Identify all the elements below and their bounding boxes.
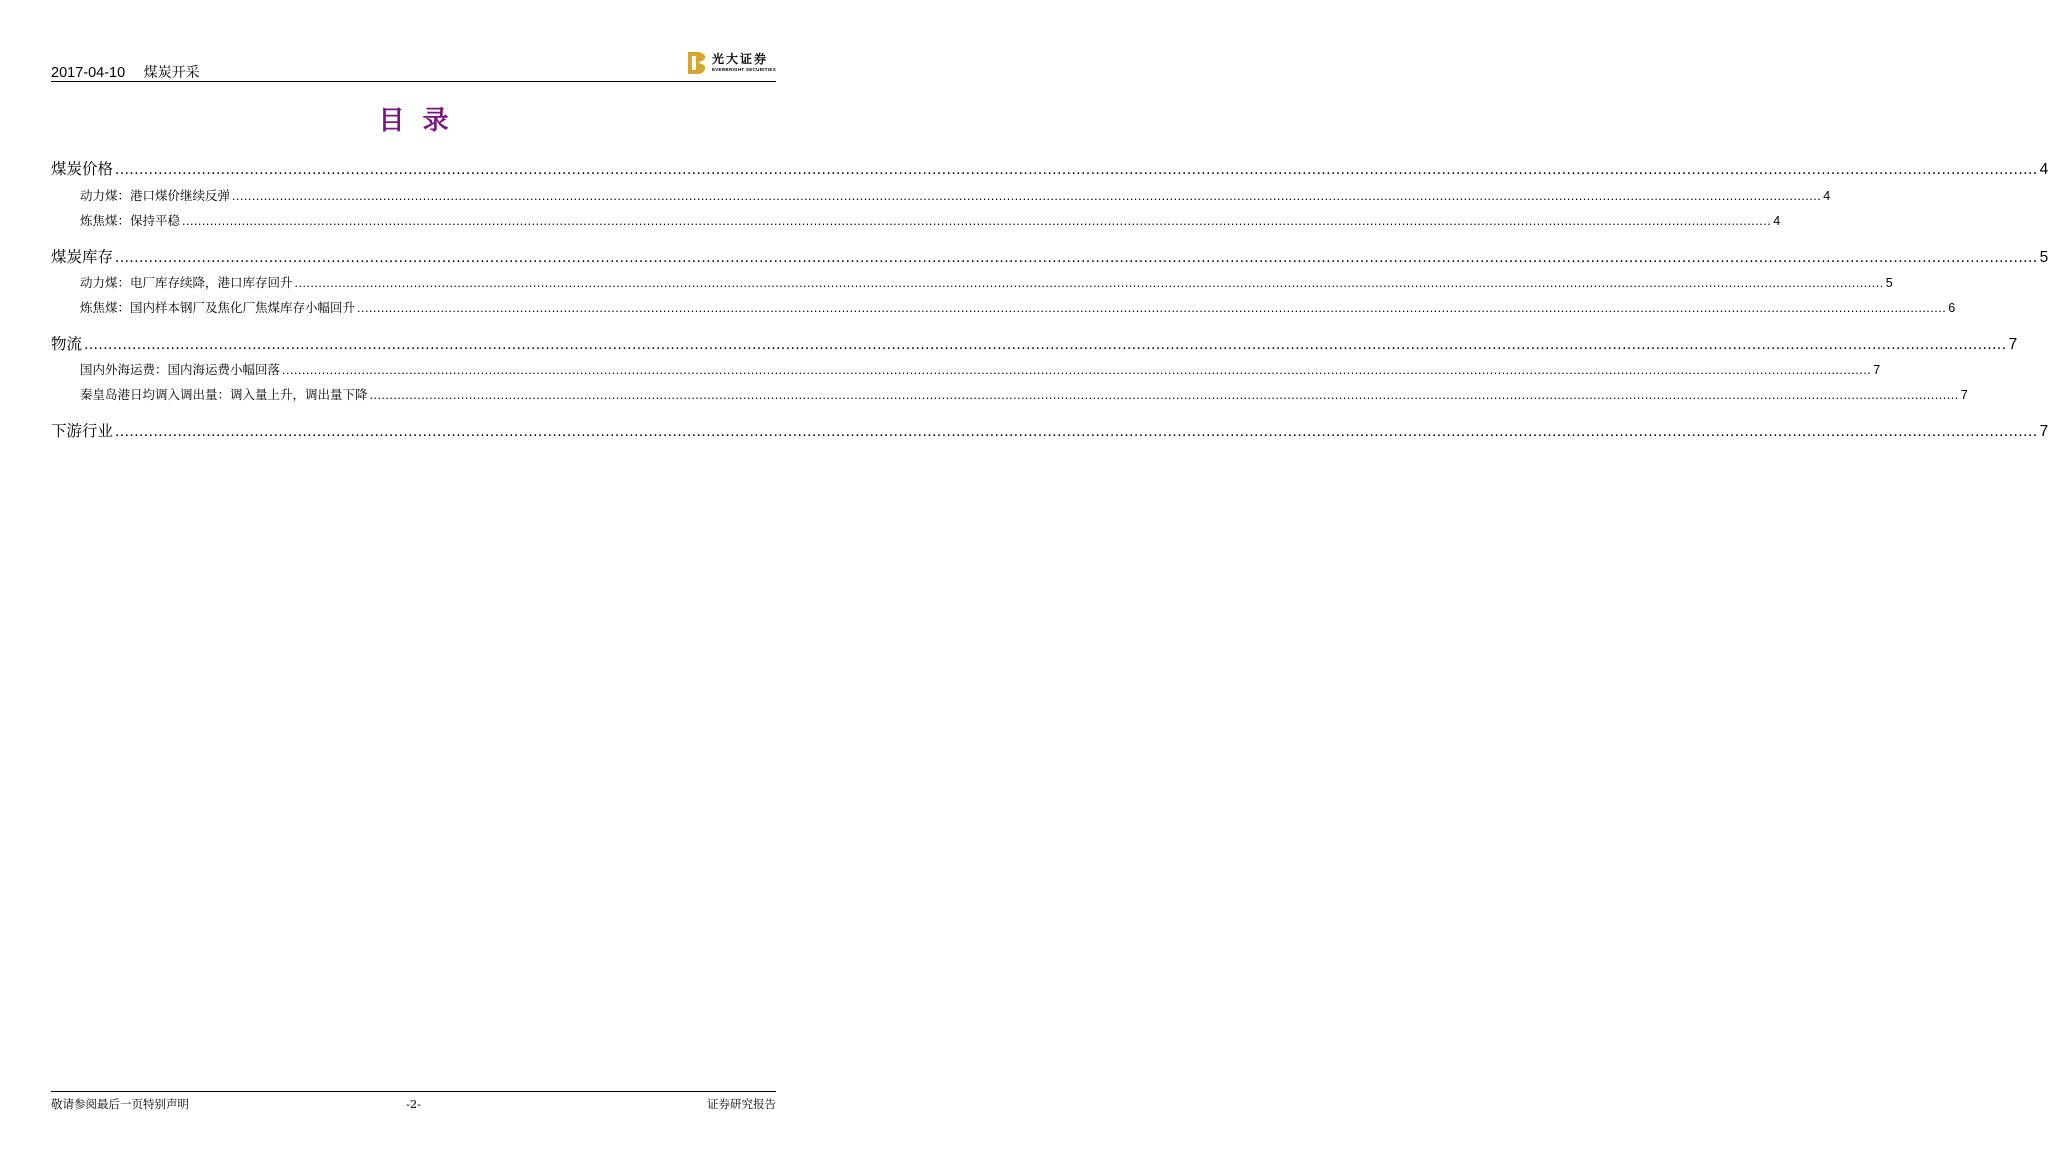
- everbright-logo-icon: [688, 52, 706, 74]
- toc-entry-label: 煤炭库存: [51, 248, 114, 266]
- toc-dot-leader: ................................................................................................................................................................................................................................................................................................................................................................................................................: [115, 423, 2038, 440]
- report-sector: 煤炭开采: [143, 65, 200, 81]
- toc-dot-leader: ................................................................................................................................................................................................................................................................................................................................................................................................................: [282, 363, 1872, 377]
- logo-english-name: EVERBRIGHT SECURITIES: [711, 67, 776, 72]
- toc-entry-page: 5: [2039, 249, 2048, 266]
- toc-entry-page: 7: [2039, 423, 2048, 440]
- footer-divider: [51, 1091, 776, 1092]
- toc-entry-page: 7: [2008, 336, 2018, 353]
- toc-subsection-entry[interactable]: [80, 186, 1831, 204]
- toc-entry-label: 国内外海运费：国内海运费小幅回落: [80, 362, 281, 377]
- toc-subsection-entry[interactable]: [80, 298, 1956, 316]
- logo-chinese-name: 光大证券: [711, 52, 768, 66]
- toc-entry-page: 4: [1823, 189, 1831, 203]
- toc-entry-page: 4: [2039, 161, 2048, 178]
- header-divider: [51, 81, 776, 82]
- toc-dot-leader: ................................................................................................................................................................................................................................................................................................................................................................................................................: [182, 214, 1772, 228]
- toc-entry-label: 下游行业: [51, 422, 114, 440]
- toc-entry-page: 7: [1960, 388, 1968, 402]
- toc-dot-leader: ................................................................................................................................................................................................................................................................................................................................................................................................................: [115, 161, 2038, 178]
- toc-entry-label: 炼焦煤：国内样本钢厂及焦化厂焦煤库存小幅回升: [80, 300, 356, 315]
- toc-entry-label: 动力煤：港口煤价继续反弹: [80, 188, 231, 203]
- everbright-logo: [688, 52, 776, 78]
- toc-section-entry[interactable]: [51, 157, 2048, 179]
- toc-subsection-entry[interactable]: [80, 360, 1881, 378]
- footer-page-number: -2-: [405, 1097, 422, 1111]
- header-info: [51, 64, 200, 82]
- toc-dot-leader: ................................................................................................................................................................................................................................................................................................................................................................................................................: [232, 189, 1822, 203]
- toc-section-entry[interactable]: [51, 419, 2048, 441]
- toc-dot-leader: ................................................................................................................................................................................................................................................................................................................................................................................................................: [115, 249, 2038, 266]
- report-date: 2017-04-10: [51, 65, 126, 81]
- toc-entry-label: 动力煤：电厂库存续降，港口库存回升: [80, 275, 293, 290]
- toc-dot-leader: ................................................................................................................................................................................................................................................................................................................................................................................................................: [357, 301, 1947, 315]
- toc-entry-label: 物流: [51, 335, 83, 353]
- toc-subsection-entry[interactable]: [80, 385, 1968, 403]
- toc-entry-page: 4: [1773, 214, 1781, 228]
- toc-entry-label: 煤炭价格: [51, 160, 114, 178]
- toc-dot-leader: ................................................................................................................................................................................................................................................................................................................................................................................................................: [369, 388, 1959, 402]
- toc-subsection-entry[interactable]: [80, 273, 1893, 291]
- toc-entry-label: 炼焦煤：保持平稳: [80, 213, 181, 228]
- toc-entry-page: 6: [1948, 301, 1956, 315]
- toc-entry-page: 5: [1885, 276, 1893, 290]
- footer-disclaimer: 敬请参阅最后一页特别声明: [51, 1097, 189, 1111]
- toc-entry-label: 秦皇岛港日均调入调出量：调入量上升，调出量下降: [80, 387, 368, 402]
- page-footer: [51, 1096, 776, 1114]
- toc-section-entry[interactable]: [51, 245, 2048, 267]
- toc-dot-leader: ................................................................................................................................................................................................................................................................................................................................................................................................................: [84, 336, 2007, 353]
- footer-report-type: 证券研究报告: [707, 1097, 776, 1111]
- toc-entry-page: 7: [1873, 363, 1881, 377]
- toc-subsection-entry[interactable]: [80, 211, 1781, 229]
- page-header: [51, 52, 776, 82]
- toc-section-entry[interactable]: [51, 332, 2018, 354]
- toc-dot-leader: ................................................................................................................................................................................................................................................................................................................................................................................................................: [294, 276, 1884, 290]
- toc-title: 目录: [378, 106, 467, 136]
